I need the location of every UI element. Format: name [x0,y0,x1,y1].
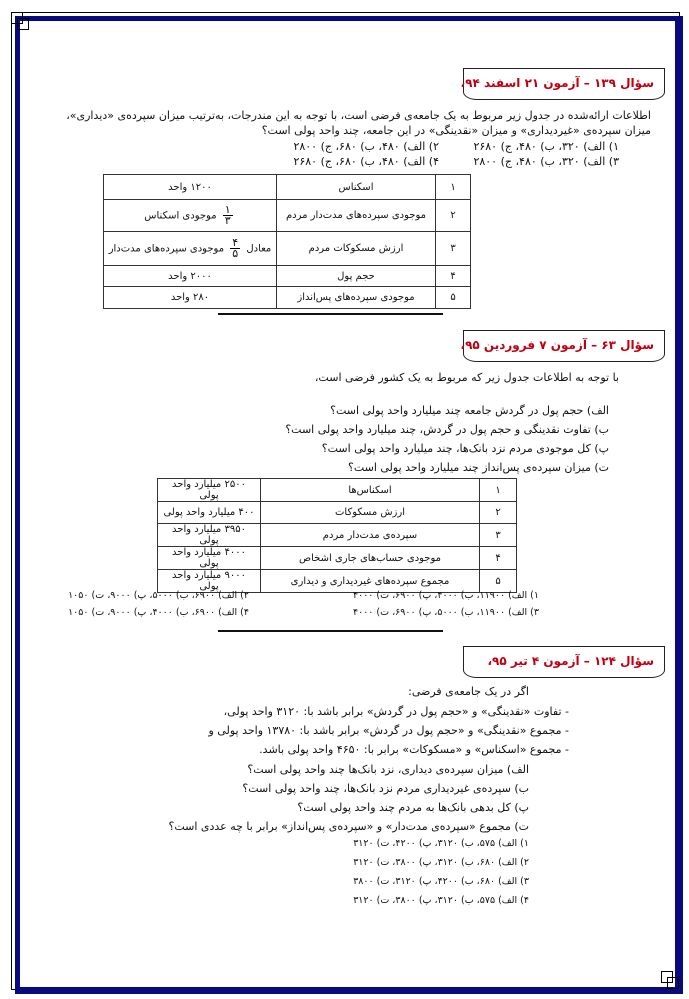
fraction: $\frac{۱}{۳}$ [224,203,231,227]
question-title: سؤال ۶۳ – آزمون ۷ فروردین ۹۵، [460,338,654,352]
question-title: سؤال ۱۳۹ – آزمون ۲۱ اسفند ۹۴، [460,76,654,90]
sub-question: الف) حجم پول در گردش جامعه چند میلیارد واحد پولی است؟ [330,404,609,417]
row-number: ۳ [480,524,517,547]
table-row [158,502,517,524]
table-row [104,232,471,266]
row-number: ۳ [436,232,471,266]
answer-option[interactable]: ۳) الف) ۶۸۰، ب) ۴۲۰۰، پ) ۳۱۲۰، ت) ۳۸۰۰ [353,876,529,887]
question-intro: اگر در یک جامعه‌ی فرضی: [408,685,529,698]
row-value: ۴۰۰ میلیارد واحد پولی [158,502,261,524]
question-intro: با توجه به اطلاعات جدول زیر که مربوط به یک کشور فرضی است، [314,371,619,384]
condition-line: - مجموع «نقدینگی» و «حجم پول در گردش» برابر باشد با: ۱۳۷۸۰ واحد پولی و [208,724,569,737]
sub-question: ب) سپرده‌ی غیردیداری مردم نزد بانک‌ها، چند واحد پولی است؟ [242,782,529,795]
row-number: ۲ [480,502,517,524]
row-number: ۴ [436,266,471,287]
row-item: موجودی حساب‌های جاری اشخاص [261,547,480,570]
table-row [104,287,471,309]
sub-question: ب) تفاوت نقدینگی و حجم پول در گردش، چند میلیارد واحد پولی است؟ [285,423,609,436]
answer-option[interactable]: ۴) الف) ۵۷۵، ب) ۳۱۲۰، پ) ۳۸۰۰، ت) ۳۱۲۰ [353,895,529,906]
row-number: ۲ [436,200,471,232]
corner-ornament-top-left-inner [17,18,29,30]
table-row [158,524,517,547]
answer-option[interactable]: ۴) الف) ۴۸۰، ب) ۶۸۰، ج) ۲۶۸۰ [293,155,439,168]
row-value: ۱۲۰۰ واحد [104,175,277,200]
answer-option[interactable]: ۲) الف) ۶۹۰۰، ب) ۵۰۰۰، پ) ۹۰۰۰، ت) ۱۰۵۰ [68,590,249,601]
sub-question: پ) کل موجودی مردم نزد بانک‌ها، چند میلیارد واحد پولی است؟ [321,442,609,455]
fraction: $\frac{۴}{۵}$ [232,236,239,260]
answer-option[interactable]: ۲) الف) ۶۸۰، ب) ۳۱۲۰، پ) ۳۸۰۰، ت) ۳۱۲۰ [353,857,529,868]
question-banner [460,68,665,100]
row-item: ارزش مسکوکات [261,502,480,524]
answer-option[interactable]: ۱) الف) ۵۷۵، ب) ۳۱۲۰، پ) ۴۲۰۰، ت) ۳۱۲۰ [353,838,529,849]
answer-option[interactable]: ۱) الف) ۱۱۹۰۰، ب) ۴۰۰۰، پ) ۶۹۰۰، ت) ۴۰۰۰ [352,590,539,601]
table-row [104,175,471,200]
row-number: ۵ [436,287,471,309]
row-number: ۱ [436,175,471,200]
question-banner [460,330,665,362]
row-item: مجموع سپرده‌های غیردیداری و دیداری [261,570,480,593]
condition-line: - تفاوت «نقدینگی» و «حجم پول در گردش» برابر باشد با: ۳۱۲۰ واحد پولی، [223,705,569,718]
answer-option[interactable]: ۲) الف) ۴۸۰، ب) ۶۸۰، ج) ۲۸۰۰ [293,140,439,153]
data-table [103,174,471,309]
row-value: ۴۰۰۰ میلیارد واحد پولی [158,547,261,570]
row-number: ۱ [480,479,517,502]
row-item: موجودی سپرده‌های پس‌انداز [277,287,436,309]
section-divider [218,313,443,315]
sub-question: ت) میزان سپرده‌ی پس‌انداز چند میلیارد واحد پولی است؟ [347,461,609,474]
corner-ornament-bottom-right-inner [661,971,673,983]
row-value: معادل $\frac{۴}{۵}$ موجودی سپرده‌های مدت‌دار [104,232,277,266]
row-value: $\frac{۱}{۳}$ موجودی اسکناس [104,200,277,232]
answer-option[interactable]: ۱) الف) ۳۲۰، ب) ۴۸۰، ج) ۲۶۸۰ [473,140,619,153]
question-banner [463,646,665,678]
row-item: موجودی سپرده‌های مدت‌دار مردم [277,200,436,232]
row-value: ۲۵۰۰ میلیارد واحد پولی [158,479,261,502]
row-item: اسکناس‌ها [261,479,480,502]
row-item: سپرده‌ی مدت‌دار مردم [261,524,480,547]
row-value: ۹۰۰۰ میلیارد واحد پولی [158,570,261,593]
row-value: ۲۰۰۰ واحد [104,266,277,287]
section-divider [218,630,443,632]
sub-question: پ) کل بدهی بانک‌ها به مردم چند واحد پولی است؟ [297,801,529,814]
answer-option[interactable]: ۴) الف) ۶۹۰۰، ب) ۴۰۰۰، پ) ۹۰۰۰، ت) ۱۰۵۰ [68,607,249,618]
question-title: سؤال ۱۲۴ – آزمون ۴ تیر ۹۵، [487,654,654,668]
data-table [157,478,517,593]
row-item: ارزش مسکوکات مردم [277,232,436,266]
sub-question: ت) مجموع «سپرده‌ی مدت‌دار» و «سپرده‌ی پس‌انداز» برابر با چه عددی است؟ [168,820,529,833]
answer-option[interactable]: ۳) الف) ۳۲۰، ب) ۴۸۰، ج) ۲۸۰۰ [473,155,619,168]
row-value: ۳۹۵۰ میلیارد واحد پولی [158,524,261,547]
row-number: ۵ [480,570,517,593]
question-text-line: میزان سپرده‌ی «غیردیداری» و میزان «نقدینگی» در این جامعه، چند واحد پولی است؟ [261,124,651,137]
question-text-line: اطلاعات ارائه‌شده در جدول زیر مربوط به یک جامعه‌ی فرضی است، با توجه به این مندرجات، به‌ترتیب میزان سپرده‌ی «دیداری»، [66,109,651,122]
condition-line: - مجموع «اسکناس» و «مسکوکات» برابر با: ۴۶۵۰ واحد پولی باشد. [259,743,569,756]
row-value: ۲۸۰ واحد [104,287,277,309]
answer-option[interactable]: ۳) الف) ۱۱۹۰۰، ب) ۵۰۰۰، پ) ۶۹۰۰، ت) ۴۰۰۰ [352,607,539,618]
table-row [104,200,471,232]
table-row [158,479,517,502]
sub-question: الف) میزان سپرده‌ی دیداری، نزد بانک‌ها چند واحد پولی است؟ [247,763,529,776]
row-item: حجم پول [277,266,436,287]
table-row [104,266,471,287]
row-item: اسکناس [277,175,436,200]
row-number: ۴ [480,547,517,570]
table-row [158,547,517,570]
